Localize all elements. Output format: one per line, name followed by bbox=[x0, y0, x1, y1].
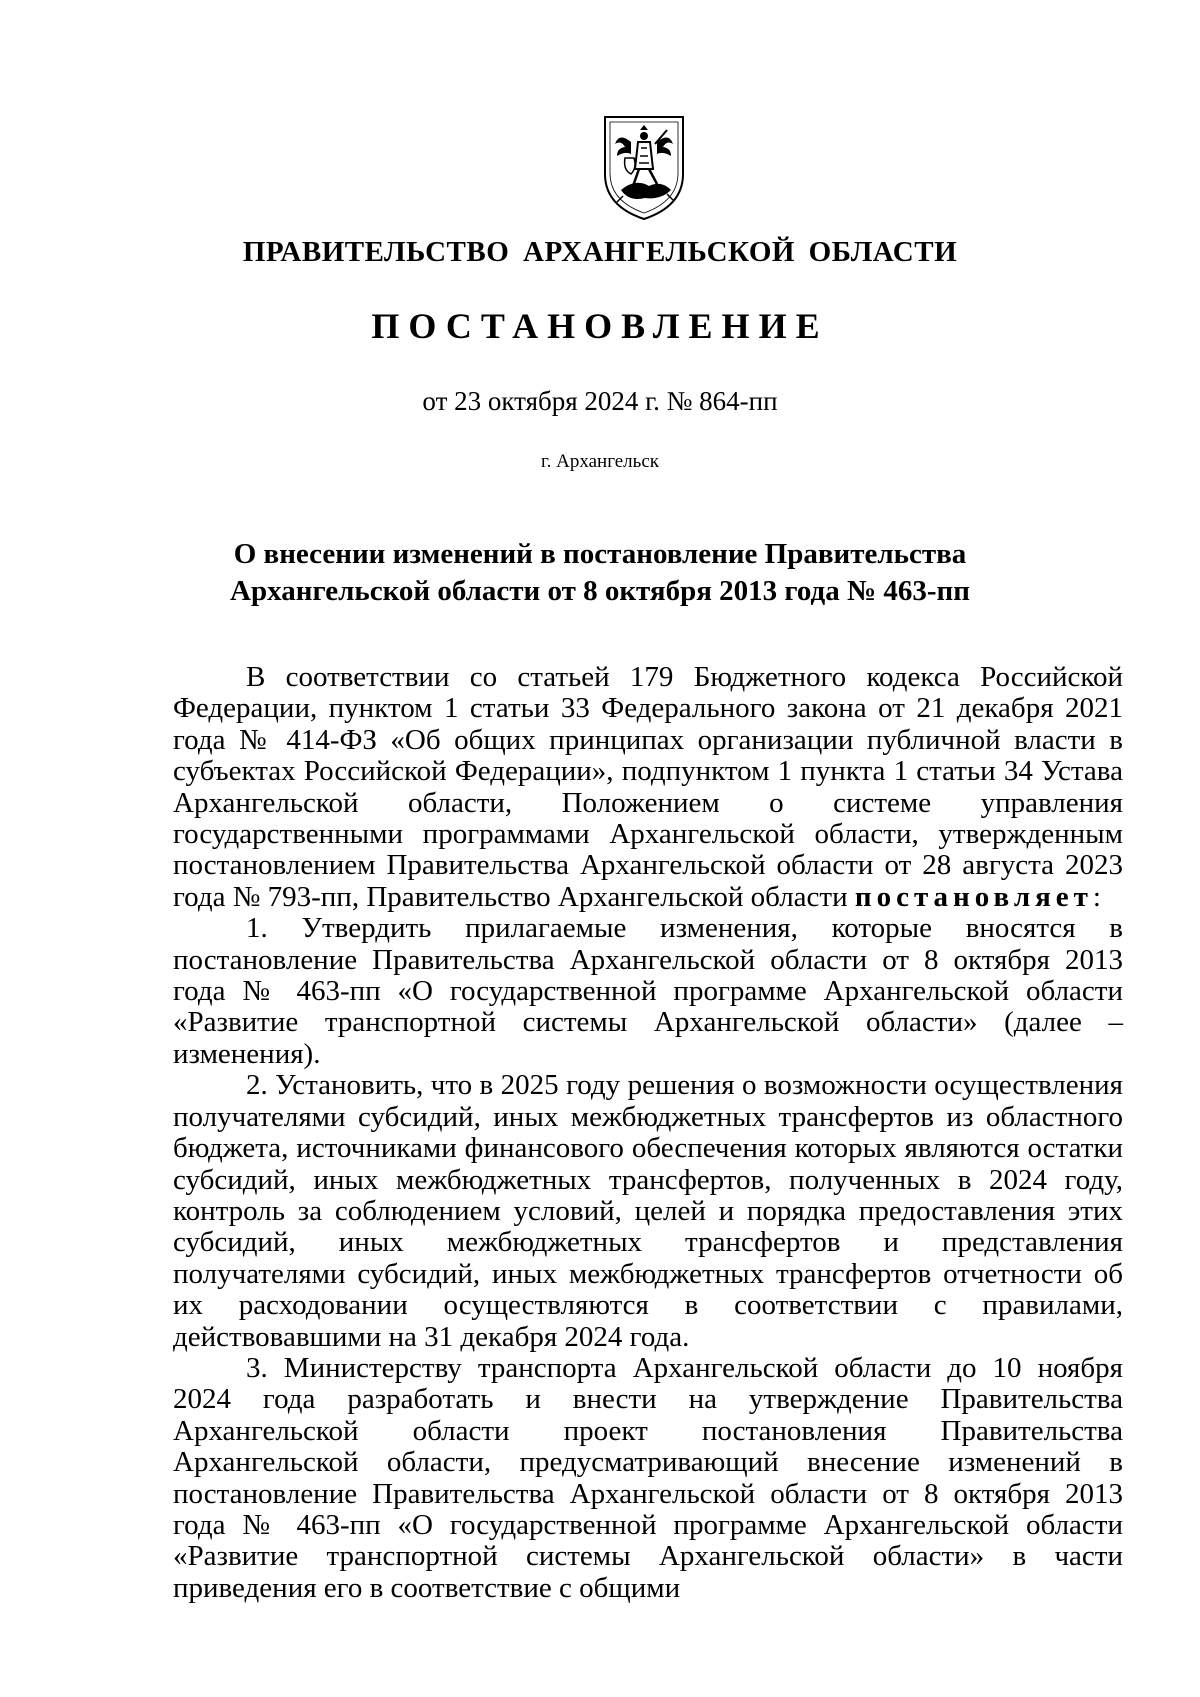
preamble-text: В соответствии со статьей 179 Бюджетного кодекса Российской Федерации, пунктом 1 статьи 33 Федерального закона от 21 декабря 2021 года № 414-ФЗ «Об общих принципах организации публичной власти в субъектах Российской Федерации», подпунктом 1 пункта 1 статьи 34 Устава Архангельской области, Положением о системе управления государственными программами Архангельской области, утвержденным постановлением Правительства Архангельской области от 28 августа 2023 года № 793-пп, Правительство Архангельской области bbox=[173, 661, 1123, 913]
preamble-end: : bbox=[1092, 880, 1101, 913]
arkhangelsk-coat-of-arms-icon bbox=[601, 114, 687, 222]
document-city: г. Архангельск bbox=[540, 451, 659, 472]
document-subject bbox=[0, 536, 1200, 610]
item-paragraph-2: 2. Установить, что в 2025 году решения о возможности осуществления получателями субсидий, иных межбюджетных трансфертов из областного бюджета, источниками финансового обеспечения которых являются остатки субсидий, иных межбюджетных трансфертов, полученных в 2024 году, контроль за соблюдением условий, целей и порядка предоставления этих субсидий, иных межбюджетных трансфертов и представления получателями субсидий, иных межбюджетных трансфертов отчетности об их расходовании осуществляются в соответствии с правилами, действовавшими на 31 декабря 2024 года. bbox=[173, 1069, 1123, 1353]
subject-line-1: О внесении изменений в постановление Правительства bbox=[233, 538, 967, 570]
subject-line-2: Архангельской области от 8 октября 2013 года № 463-пп bbox=[230, 575, 970, 607]
document-type-title: ПОСТАНОВЛЕНИЕ bbox=[371, 306, 829, 346]
preamble-paragraph bbox=[173, 662, 1123, 913]
document-body bbox=[173, 662, 1123, 1604]
item-paragraph-1: 1. Утвердить прилагаемые изменения, которые вносятся в постановление Правительства Архангельской области от 8 октября 2013 года № 463-пп «О государственной программе Архангельской области «Развитие транспортной системы Архангельской области» (далее – изменения). bbox=[173, 912, 1123, 1070]
government-title: ПРАВИТЕЛЬСТВО АРХАНГЕЛЬСКОЙ ОБЛАСТИ bbox=[242, 236, 958, 268]
document-date-number: от 23 октября 2024 г. № 864-пп bbox=[422, 386, 778, 416]
item-paragraph-3: 3. Министерству транспорта Архангельской области до 10 ноября 2024 года разработать и внести на утверждение Правительства Архангельской области проект постановления Правительства Архангельской области, предусматривающий внесение изменений в постановление Правительства Архангельской области от 8 октября 2013 года № 463-пп «О государственной программе Архангельской области «Развитие транспортной системы Архангельской области» в части приведения его в соответствие с общими bbox=[173, 1351, 1123, 1604]
preamble-keyword: постановляет bbox=[854, 880, 1093, 913]
